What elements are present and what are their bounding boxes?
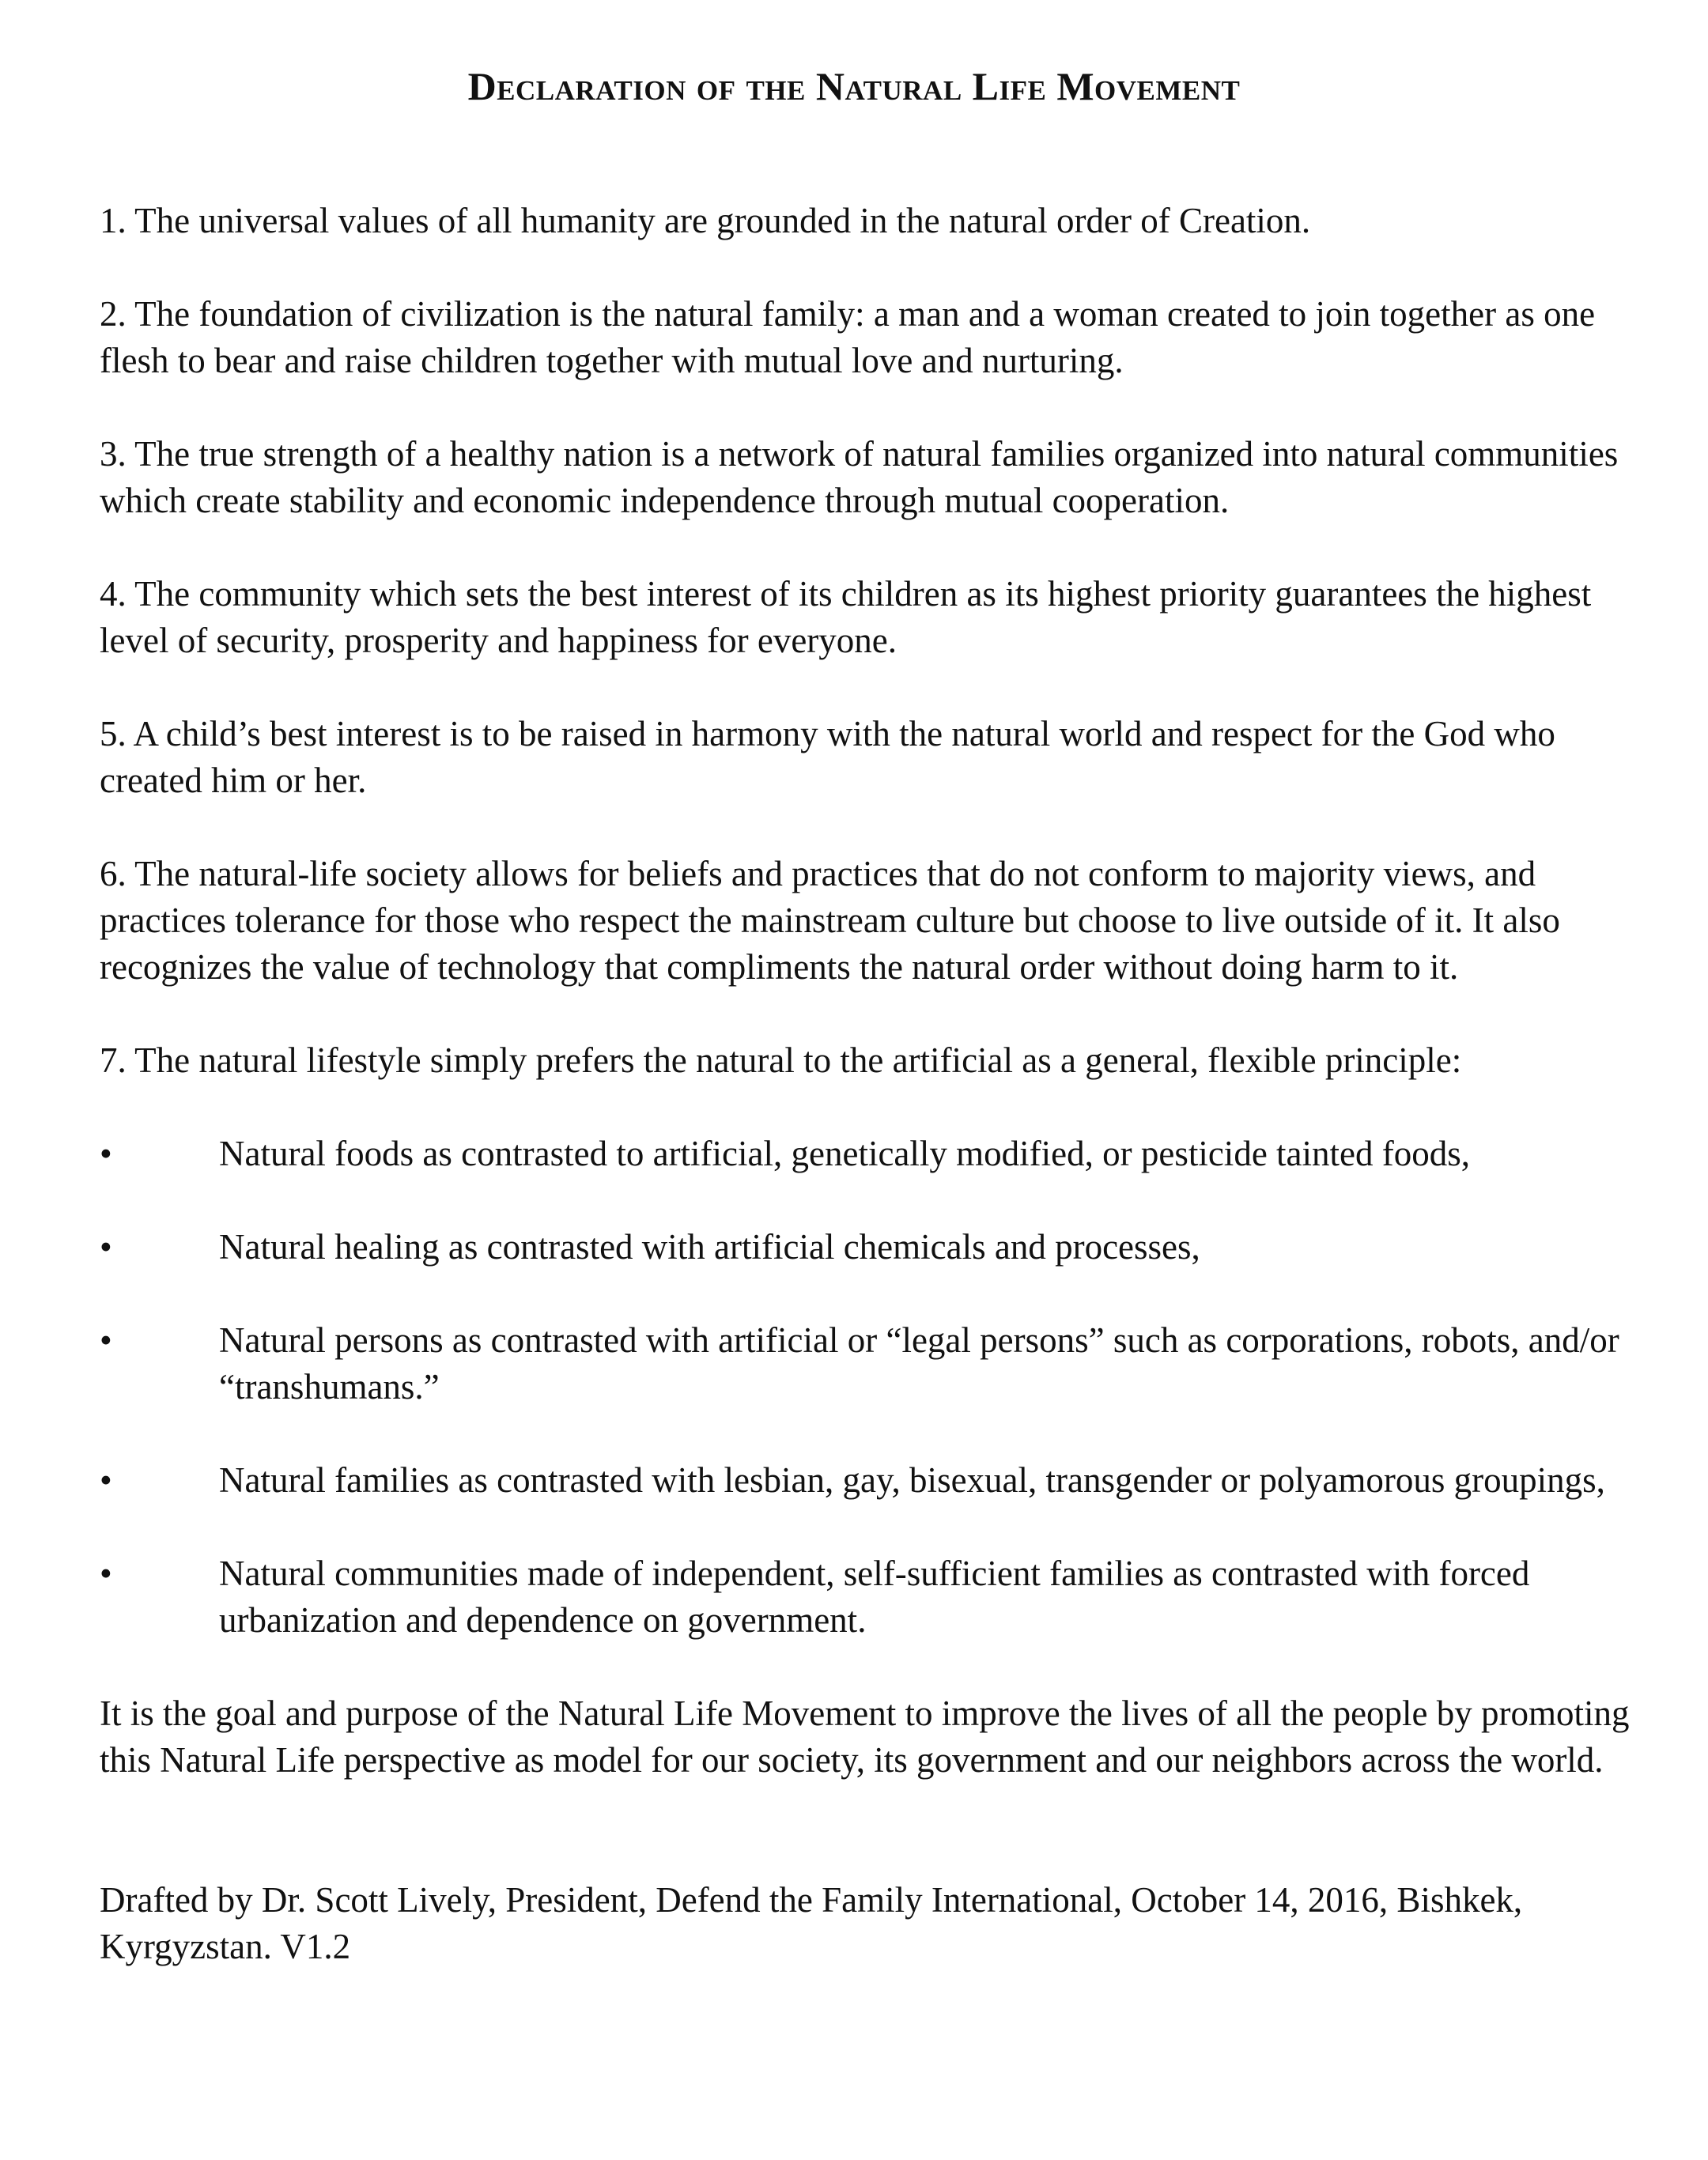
bullet-icon: • [100,1320,112,1360]
list-item-text: Natural persons as contrasted with artificial or “legal persons” such as corporations, robots, and/or “transhumans.” [219,1320,1619,1407]
bullet-icon: • [100,1554,112,1593]
bullet-icon: • [100,1227,112,1267]
paragraph-4: 4. The community which sets the best interest of its children as its highest priority guarantees the highest level of security, prosperity and happiness for everyone. [100,574,1592,660]
list-item-text: Natural healing as contrasted with artificial chemicals and processes, [219,1227,1200,1267]
list-item [100,1224,1649,1271]
bullet-icon: • [100,1134,112,1173]
list-item-text: Natural communities made of independent, self-sufficient families as contrasted with forced urbanization and dependence on government. [219,1554,1530,1640]
list-item [100,1550,1649,1644]
drafted-by-footer: Drafted by Dr. Scott Lively, President, Defend the Family International, October 14, 2016, Bishkek, Kyrgyzstan. V1.2 [100,1880,1523,1966]
paragraph-6: 6. The natural-life society allows for beliefs and practices that do not conform to majority views, and practices tolerance for those who respect the mainstream culture but choose to live outside of it. It also recognizes the value of technology that compliments the natural order without doing harm to it. [100,854,1560,987]
paragraph-3: 3. The true strength of a healthy nation is a network of natural families organized into natural communities which create stability and economic independence through mutual cooperation. [100,434,1619,520]
list-item [100,1457,1649,1504]
paragraph-2: 2. The foundation of civilization is the natural family: a man and a woman created to join together as one flesh to bear and raise children together with mutual love and nurturing. [100,294,1596,380]
bullet-icon: • [100,1460,112,1500]
list-item [100,1317,1649,1410]
principles-list [100,1131,1649,1644]
document-body [100,198,1649,1970]
list-item-text: Natural foods as contrasted to artificial, genetically modified, or pesticide tainted foods, [219,1134,1470,1173]
document-title: Declaration of the Natural Life Movement [467,64,1241,108]
list-item-text: Natural families as contrasted with lesbian, gay, bisexual, transgender or polyamorous groupings, [219,1460,1605,1500]
closing-paragraph: It is the goal and purpose of the Natural Life Movement to improve the lives of all the people by promoting this Natural Life perspective as model for our society, its government and our neighbors across the world. [100,1694,1630,1780]
paragraph-5: 5. A child’s best interest is to be raised in harmony with the natural world and respect for the God who created him or her. [100,714,1555,800]
paragraph-7: 7. The natural lifestyle simply prefers the natural to the artificial as a general, flexible principle: [100,1040,1462,1080]
list-item [100,1131,1649,1177]
paragraph-1: 1. The universal values of all humanity are grounded in the natural order of Creation. [100,201,1311,240]
